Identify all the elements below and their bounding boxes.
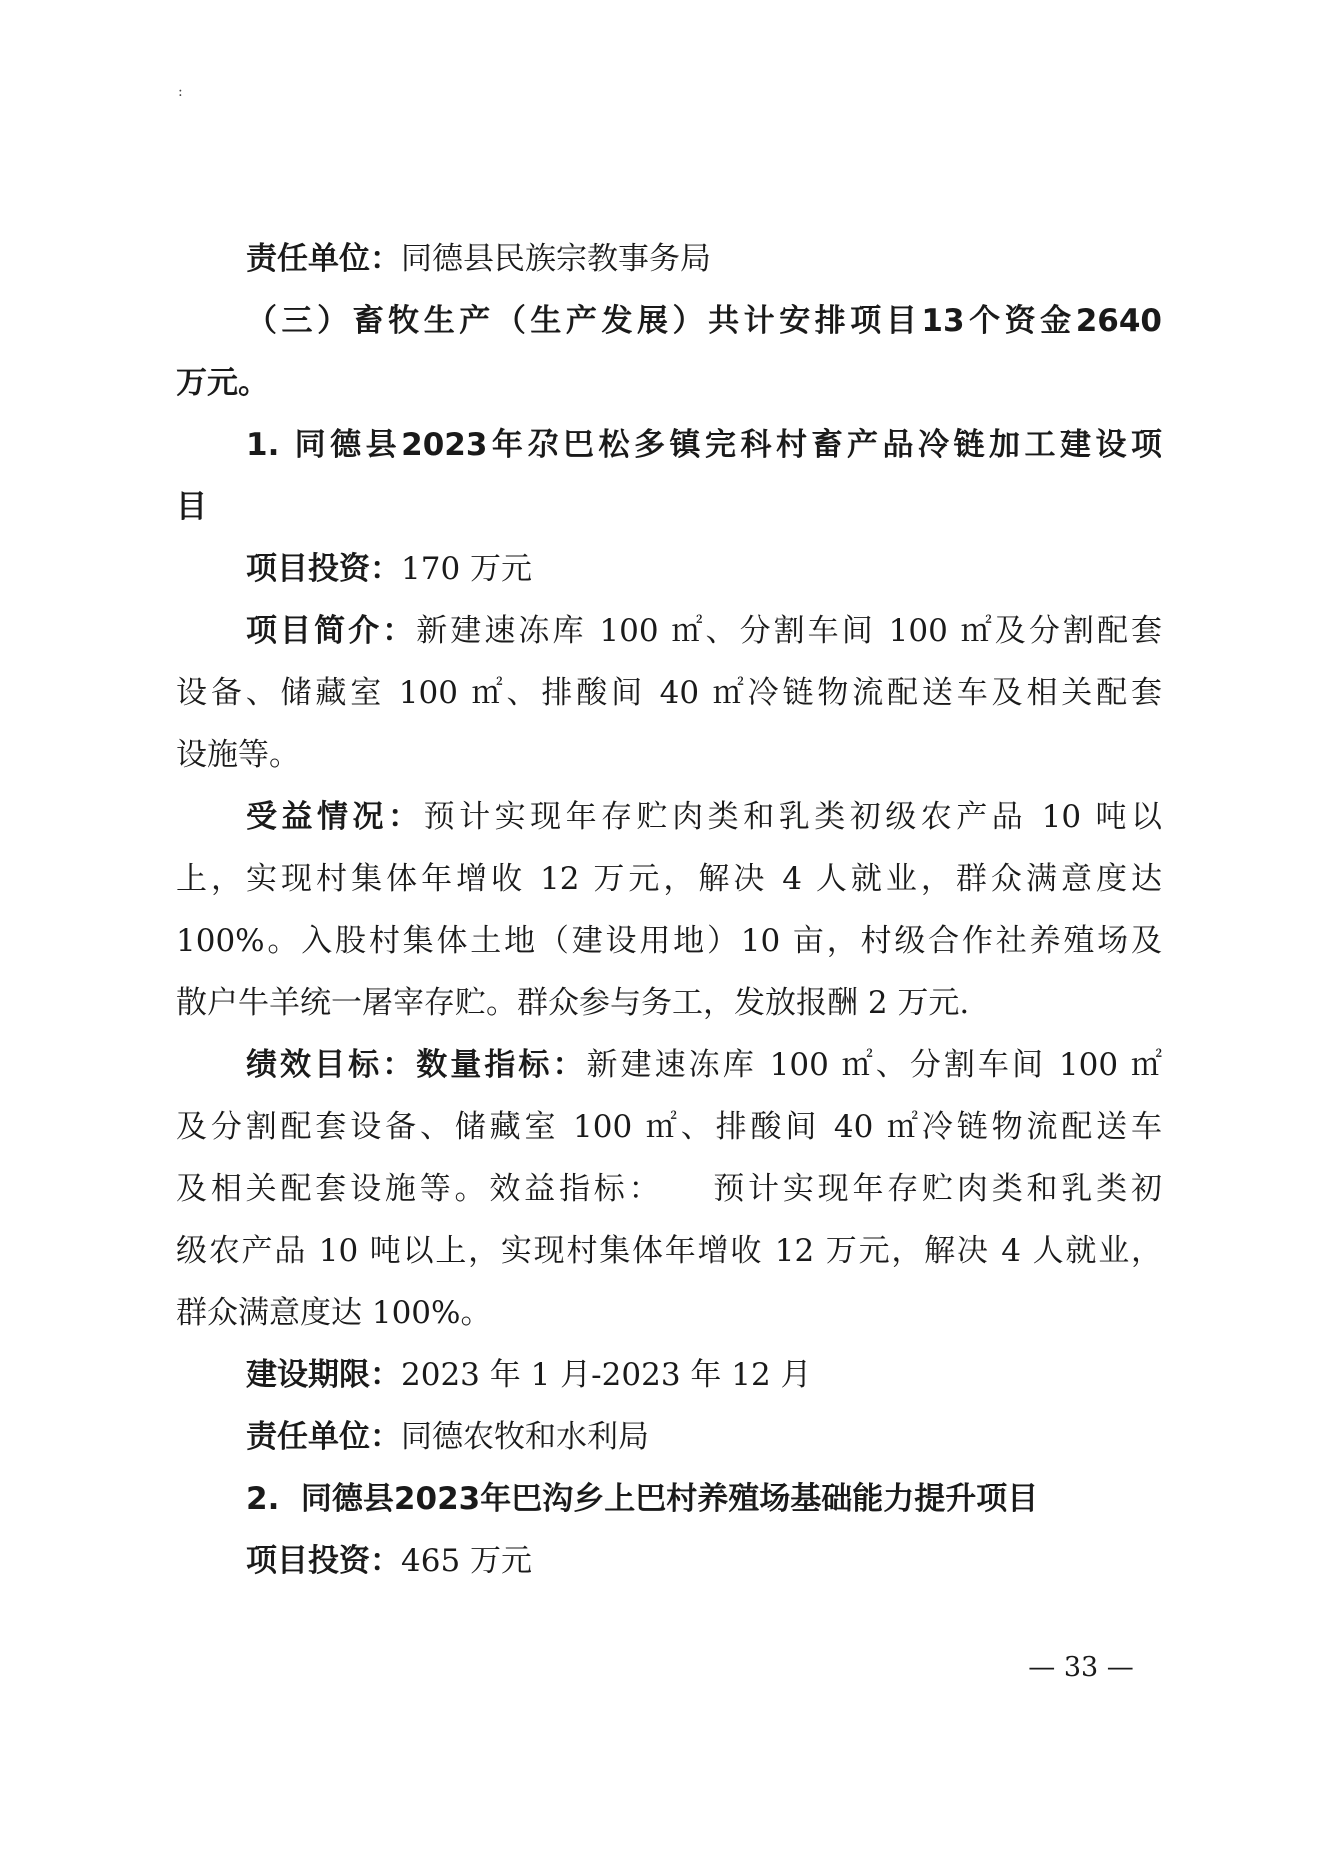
- responsible-label: 责任单位：: [246, 1419, 401, 1455]
- project-1-performance: [176, 1034, 1162, 1096]
- page-mark: :: [178, 84, 183, 100]
- responsible-unit-line: [176, 228, 1162, 290]
- project-1-title-cont: 目: [176, 489, 207, 525]
- project-2-investment: [176, 1530, 1162, 1592]
- project-1-benefit-4: 散户牛羊统一屠宰存贮。群众参与务工，发放报酬 2 万元.: [176, 985, 970, 1021]
- project-1-performance-3: [176, 1158, 1162, 1220]
- project-1-performance-5: 群众满意度达 100%。: [176, 1295, 492, 1331]
- investment-label-2: 项目投资：: [246, 1543, 401, 1579]
- period-label: 建设期限：: [246, 1357, 401, 1393]
- project-1-intro-2: 设备、储藏室 100 ㎡、排酸间 40 ㎡冷链物流配送车及相关配套: [176, 675, 1162, 711]
- responsible-unit-value: 同德县民族宗教事务局: [401, 241, 711, 277]
- project-1-investment: [176, 538, 1162, 600]
- page-number: — 33 —: [1028, 1652, 1134, 1683]
- document-body: [176, 228, 1162, 1592]
- intro-text-1: 新建速冻库 100 ㎡、分割车间 100 ㎡及分割配套: [416, 613, 1162, 649]
- project-2-title: 2. 同德县2023年巴沟乡上巴村养殖场基础能力提升项目: [246, 1481, 1039, 1517]
- section-heading-cont: 万元。: [176, 365, 269, 401]
- project-1-benefit-2: 上，实现村集体年增收 12 万元，解决 4 人就业，群众满意度达: [176, 861, 1162, 897]
- quantity-indicator-label: 数量指标：: [416, 1047, 587, 1083]
- performance-text-3b: 预计实现年存贮肉类和乳类初: [709, 1171, 1162, 1207]
- project-1-title: 1. 同德县2023年尕巴松多镇完科村畜产品冷链加工建设项: [246, 427, 1162, 463]
- project-1-intro-3: 设施等。: [176, 737, 300, 773]
- performance-text-3a: 及相关配套设施等。效益指标：: [176, 1171, 664, 1207]
- intro-label: 项目简介：: [246, 613, 417, 649]
- period-value: 2023 年 1 月-2023 年 12 月: [401, 1357, 812, 1393]
- project-1-intro: [176, 600, 1162, 662]
- benefit-label: 受益情况：: [246, 799, 424, 835]
- project-1-responsible: [176, 1406, 1162, 1468]
- project-1-period: [176, 1344, 1162, 1406]
- project-1-performance-2: 及分割配套设备、储藏室 100 ㎡、排酸间 40 ㎡冷链物流配送车: [176, 1109, 1162, 1145]
- investment-value: 170 万元: [401, 551, 533, 587]
- investment-label: 项目投资：: [246, 551, 401, 587]
- project-1-benefit: [176, 786, 1162, 848]
- responsible-value: 同德农牧和水利局: [401, 1419, 649, 1455]
- investment-value-2: 465 万元: [401, 1543, 533, 1579]
- performance-label: 绩效目标：: [246, 1047, 417, 1083]
- project-1-benefit-3: 100%。入股村集体土地（建设用地）10 亩，村级合作社养殖场及: [176, 923, 1162, 959]
- benefit-text-1: 预计实现年存贮肉类和乳类初级农产品 10 吨以: [423, 799, 1163, 835]
- responsible-unit-label: 责任单位：: [246, 241, 401, 277]
- performance-text-1: 新建速冻库 100 ㎡、分割车间 100 ㎡: [586, 1047, 1162, 1083]
- project-1-performance-4: 级农产品 10 吨以上，实现村集体年增收 12 万元，解决 4 人就业，: [176, 1233, 1162, 1269]
- section-heading: （三）畜牧生产（生产发展）共计安排项目13个资金2640: [246, 303, 1162, 339]
